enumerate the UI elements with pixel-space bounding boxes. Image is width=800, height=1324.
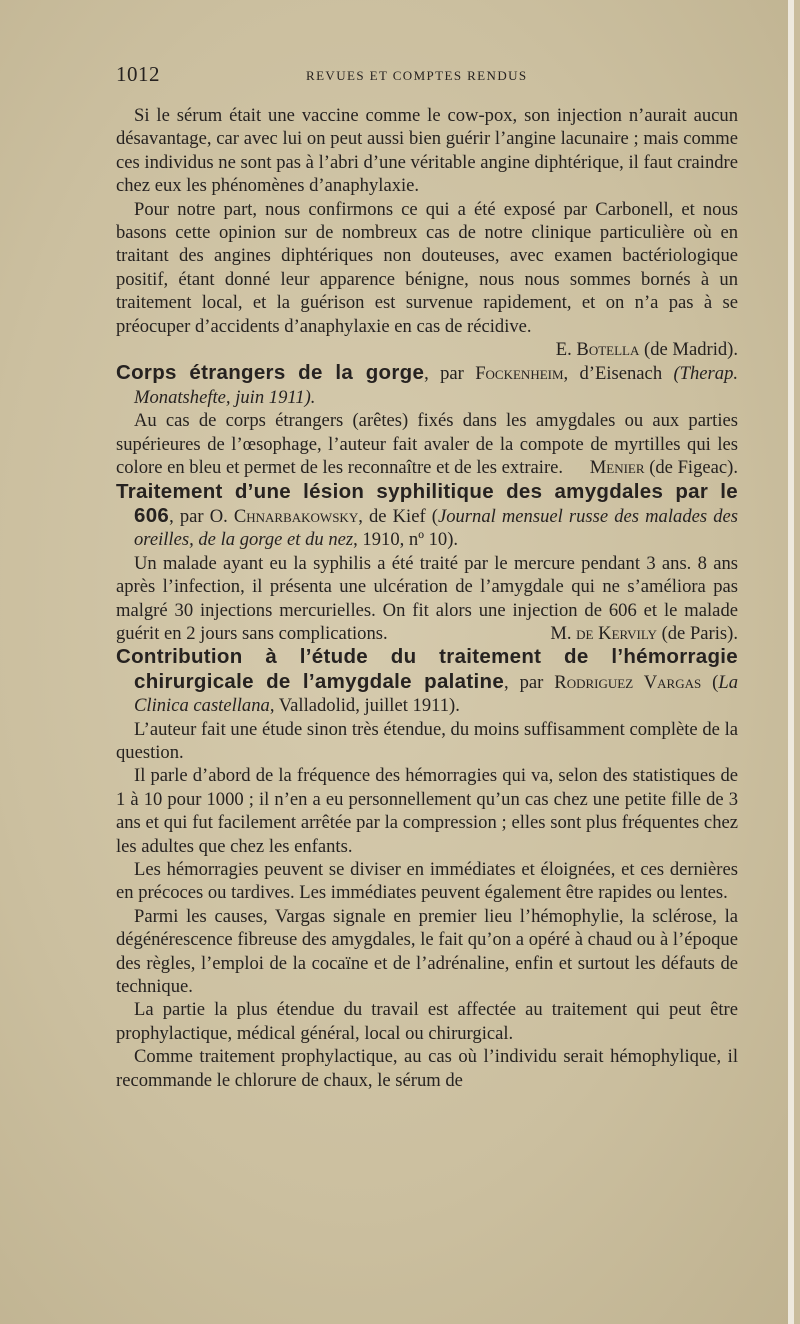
signature-name: Kervily — [593, 622, 657, 644]
article-paragraph: Il parle d’abord de la fréquence des hémorragies qui va, selon des statistiques de 1 à 10 pour 1000 ; il n’en a eu personnellement qu’un cas chez une petite fille de 3 ans et qui fut facilement arrêtée par la compression ; elles sont plus fréquentes chez les adultes que chez les enfants. — [116, 765, 738, 857]
author-place: , d’Eisenach — [563, 363, 663, 385]
source-journal: Journal mensuel russe des malades des oreilles, de la gorge et du nez — [134, 505, 738, 551]
signature-place: (de Madrid). — [639, 339, 738, 361]
page-body — [116, 104, 738, 1092]
signature-place: (de Figeac). — [644, 457, 738, 479]
source: (Therap. Monatshefte, juin 1911). — [134, 363, 739, 408]
signature-particle: de — [576, 622, 594, 644]
signature-initial: E. — [555, 339, 577, 361]
signature-place: (de Paris). — [656, 622, 738, 644]
page-number: 1012 — [116, 62, 160, 86]
page-header — [116, 62, 736, 90]
author-place: , de Kief ( — [358, 505, 438, 527]
article-paragraph: Parmi les causes, Vargas signale en premier lieu l’hémophylie, la sclérose, la dégénérescence fibreuse des amygdales, le fait qu’on a opéré à chaud ou à l’époque des règles, l’emploi de la cocaïne et de l’adrénaline, enfin et surtout les défauts de technique. — [116, 905, 738, 998]
source-rest: , Valladolid, juillet 1911). — [269, 695, 460, 717]
signature-name: Menier — [589, 457, 645, 479]
article-body — [116, 552, 738, 646]
article-paragraph: La partie la plus étendue du travail est affectée au traitement qui peut être prophylactique, médical général, local ou chirurgical. — [116, 999, 738, 1044]
source-journal: La Clinica castellana — [134, 671, 739, 717]
signature-name: Botella — [576, 339, 640, 361]
byline: , par O. — [169, 505, 234, 527]
signature — [116, 338, 738, 361]
author: Rodriguez Vargas — [554, 671, 702, 693]
article-heading — [116, 361, 738, 409]
article-paragraph: L’auteur fait une étude sinon très étendue, du moins suffisamment complète de la question. — [116, 718, 738, 763]
author: Chnarbakowsky — [233, 505, 359, 527]
intro-paragraph: Pour notre part, nous confirmons ce qui a été exposé par Carbonell, et nous basons cette opinion sur de nombreux cas de notre clinique particulière où en traitant des angines diphtériques non douteuses, avec examen bactériologique positif, étant donné leur apparence bénigne, nous nous sommes bornés à un traitement local, et la guérison est survenue rapidement, et on n’a pas à se préocuper d’accidents d’anaphylaxie en cas de récidive. — [116, 198, 738, 337]
article-title: Contribution à l’étude du traitement de l’hémorragie chirurgicale de l’amygdale palatine — [116, 645, 738, 693]
article-body — [116, 409, 738, 479]
article-paragraph: Comme traitement prophylactique, au cas où l’individu serait hémophylique, il recommande le chlorure de chaux, le sérum de — [116, 1046, 738, 1091]
source-open: ( — [701, 671, 719, 693]
intro-paragraph: Si le sérum était une vaccine comme le cow-pox, son injection n’aurait aucun désavantage, car avec lui on peut aussi bien guérir l’angine lacunaire ; mais comme ces individus ne sont pas à l’abri d’une véritable angine diphtérique, il faut craindre chez eux les phénomènes d’anaphylaxie. — [116, 105, 738, 197]
article-title: Corps étrangers de la gorge — [116, 361, 425, 385]
page-edge — [788, 0, 794, 1324]
signature — [532, 622, 738, 645]
article-heading — [116, 480, 738, 552]
article-text: Au cas de corps étrangers (arêtes) fixés dans les amygdales ou aux parties supérieures de l’œsophage, l’auteur fait avaler de la compote de myrtilles qui les colore en bleu et permet de les reconnaître et de les extraire. — [116, 410, 738, 479]
signature-initial: M. — [550, 622, 577, 644]
article-heading — [116, 645, 738, 717]
running-title: REVUES ET COMPTES RENDUS — [306, 68, 528, 83]
author: Fockenheim — [475, 363, 564, 385]
byline: , par — [424, 363, 476, 385]
byline: , par — [504, 671, 555, 693]
article-paragraph: Les hémorragies peuvent se diviser en immédiates et éloignées, et ces dernières en précoces ou tardives. Les immédiates peuvent également être rapides ou lentes. — [116, 859, 738, 904]
source-date: , 1910, nº 10). — [353, 529, 459, 551]
article-title: Traitement d’une lésion syphilitique des amygdales par le 606 — [116, 479, 738, 527]
signature — [572, 456, 738, 479]
article-text: Un malade ayant eu la syphilis a été traité par le mercure pendant 3 ans. 8 ans après l’infection, il présenta une ulcération de l’amygdale qui ne s’améliora pas malgré 30 injections mercurielles. On fit alors une injection de 606 et le malade guérit en 2 jours sans complications. — [116, 552, 738, 644]
